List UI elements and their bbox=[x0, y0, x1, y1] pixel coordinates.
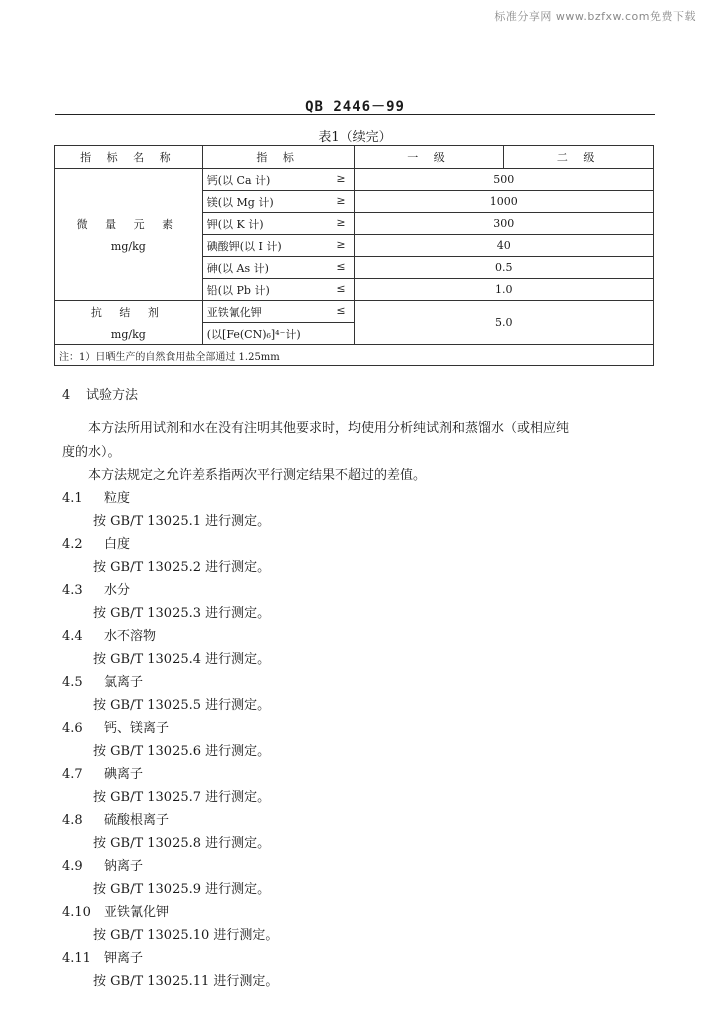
subsection-label: 硫酸根离子 bbox=[104, 813, 170, 828]
subsection-label: 水不溶物 bbox=[104, 629, 157, 644]
group-name: 微 量 元 素 bbox=[76, 218, 181, 231]
subsection-number: 4.6 bbox=[62, 721, 83, 736]
subsection-method: 按 GB/T 13025.4 进行测定。 bbox=[93, 652, 271, 667]
group-trace-elements bbox=[55, 169, 203, 301]
subsection-number: 4.3 bbox=[62, 583, 83, 598]
operator: ≥ bbox=[336, 171, 346, 185]
indicator-cell bbox=[202, 169, 354, 191]
subsection-label: 氯离子 bbox=[104, 675, 144, 690]
indicator-label: 铅(以 Pb 计) bbox=[206, 283, 270, 297]
section-number: 4 bbox=[62, 388, 71, 403]
value-cell: 40 bbox=[354, 235, 653, 257]
subsection-title bbox=[62, 579, 130, 598]
indicator-cell bbox=[202, 235, 354, 257]
subsection-title bbox=[62, 533, 130, 552]
standard-number: QB 2446－99 bbox=[305, 99, 405, 115]
subsection-method: 按 GB/T 13025.11 进行测定。 bbox=[93, 974, 279, 989]
group-name: 抗 结 剂 bbox=[90, 306, 166, 319]
value-cell: 0.5 bbox=[354, 257, 653, 279]
subsection-number: 4.10 bbox=[62, 905, 91, 920]
header-grade2: 二 级 bbox=[504, 146, 654, 169]
table-row bbox=[55, 301, 654, 323]
subsection-label: 钠离子 bbox=[104, 859, 144, 874]
subsection-number: 4.1 bbox=[62, 491, 83, 506]
subsection-label: 亚铁氰化钾 bbox=[104, 905, 170, 920]
subsection-label: 钙、镁离子 bbox=[104, 721, 170, 736]
value-cell: 5.0 bbox=[354, 301, 653, 345]
subsection-title bbox=[62, 947, 143, 966]
subsection-method: 按 GB/T 13025.8 进行测定。 bbox=[93, 836, 271, 851]
subsection-title bbox=[62, 809, 169, 828]
subsection-method: 按 GB/T 13025.6 进行测定。 bbox=[93, 744, 271, 759]
subsection-label: 白度 bbox=[104, 537, 131, 552]
paragraph-line: 度的水）。 bbox=[62, 445, 121, 460]
indicator-cell bbox=[202, 279, 354, 301]
indicator-cell: (以[Fe(CN)₆]⁴⁻计) bbox=[202, 323, 354, 345]
subsection-label: 钾离子 bbox=[104, 951, 144, 966]
subsection-number: 4.5 bbox=[62, 675, 83, 690]
indicator-label: 钙(以 Ca 计) bbox=[206, 173, 271, 187]
indicator-label: 镁(以 Mg 计) bbox=[206, 195, 274, 209]
indicator-cell bbox=[202, 301, 354, 323]
operator: ≤ bbox=[336, 281, 346, 295]
subsection-label: 碘离子 bbox=[104, 767, 144, 782]
value-cell: 1000 bbox=[354, 191, 653, 213]
subsection-number: 4.7 bbox=[62, 767, 83, 782]
operator: ≥ bbox=[336, 215, 346, 229]
section-title: 试验方法 bbox=[86, 388, 139, 403]
header-grade1: 一 级 bbox=[354, 146, 504, 169]
table-caption: 表1（续完） bbox=[318, 130, 392, 145]
value-cell: 300 bbox=[354, 213, 653, 235]
paragraph-line: 本方法规定之允许差系指两次平行测定结果不超过的差值。 bbox=[88, 468, 427, 483]
table-row bbox=[55, 169, 654, 191]
table-header-row bbox=[55, 146, 654, 169]
subsection-number: 4.11 bbox=[62, 951, 91, 966]
indicator-label: 钾(以 K 计) bbox=[206, 217, 264, 231]
subsection-method: 按 GB/T 13025.5 进行测定。 bbox=[93, 698, 271, 713]
subsection-number: 4.4 bbox=[62, 629, 83, 644]
indicator-label: 碘酸钾(以 I 计) bbox=[206, 239, 282, 253]
subsection-title bbox=[62, 763, 143, 782]
value-cell: 500 bbox=[354, 169, 653, 191]
header-indicator: 指 标 bbox=[202, 146, 354, 169]
subsection-method: 按 GB/T 13025.3 进行测定。 bbox=[93, 606, 271, 621]
header-rule bbox=[55, 114, 655, 115]
subsection-label: 水分 bbox=[104, 583, 131, 598]
indicator-cell bbox=[202, 213, 354, 235]
subsection-title bbox=[62, 901, 169, 920]
group-unit: mg/kg bbox=[110, 240, 146, 253]
subsection-method: 按 GB/T 13025.1 进行测定。 bbox=[93, 514, 271, 529]
table-note-row bbox=[55, 345, 654, 366]
group-unit: mg/kg bbox=[110, 328, 146, 341]
section-heading bbox=[62, 384, 138, 403]
subsection-title bbox=[62, 717, 169, 736]
subsection-number: 4.2 bbox=[62, 537, 83, 552]
subsection-number: 4.8 bbox=[62, 813, 83, 828]
subsection-number: 4.9 bbox=[62, 859, 83, 874]
indicator-cell bbox=[202, 257, 354, 279]
operator: ≤ bbox=[336, 303, 346, 317]
indicator-cell bbox=[202, 191, 354, 213]
subsection-title bbox=[62, 625, 156, 644]
header-name: 指 标 名 称 bbox=[55, 146, 203, 169]
subsection-title bbox=[62, 671, 143, 690]
operator: ≥ bbox=[336, 193, 346, 207]
operator: ≤ bbox=[336, 259, 346, 273]
table-note: 注：1）日晒生产的自然食用盐全部通过 1.25mm bbox=[55, 345, 654, 366]
subsection-method: 按 GB/T 13025.7 进行测定。 bbox=[93, 790, 271, 805]
value-cell: 1.0 bbox=[354, 279, 653, 301]
paragraph-line: 本方法所用试剂和水在没有注明其他要求时，均使用分析纯试剂和蒸馏水（或相应纯 bbox=[88, 421, 570, 436]
subsection-title bbox=[62, 487, 130, 506]
spec-table bbox=[54, 145, 654, 366]
subsection-label: 粒度 bbox=[104, 491, 131, 506]
indicator-label: 亚铁氰化钾 bbox=[206, 305, 262, 319]
operator: ≥ bbox=[336, 237, 346, 251]
subsection-method: 按 GB/T 13025.2 进行测定。 bbox=[93, 560, 271, 575]
indicator-label: 砷(以 As 计) bbox=[206, 261, 269, 275]
subsection-title bbox=[62, 855, 143, 874]
group-anticaking bbox=[55, 301, 203, 345]
subsection-method: 按 GB/T 13025.9 进行测定。 bbox=[93, 882, 271, 897]
subsection-method: 按 GB/T 13025.10 进行测定。 bbox=[93, 928, 279, 943]
watermark-text: 标准分享网 www.bzfxw.com免费下载 bbox=[494, 10, 696, 23]
